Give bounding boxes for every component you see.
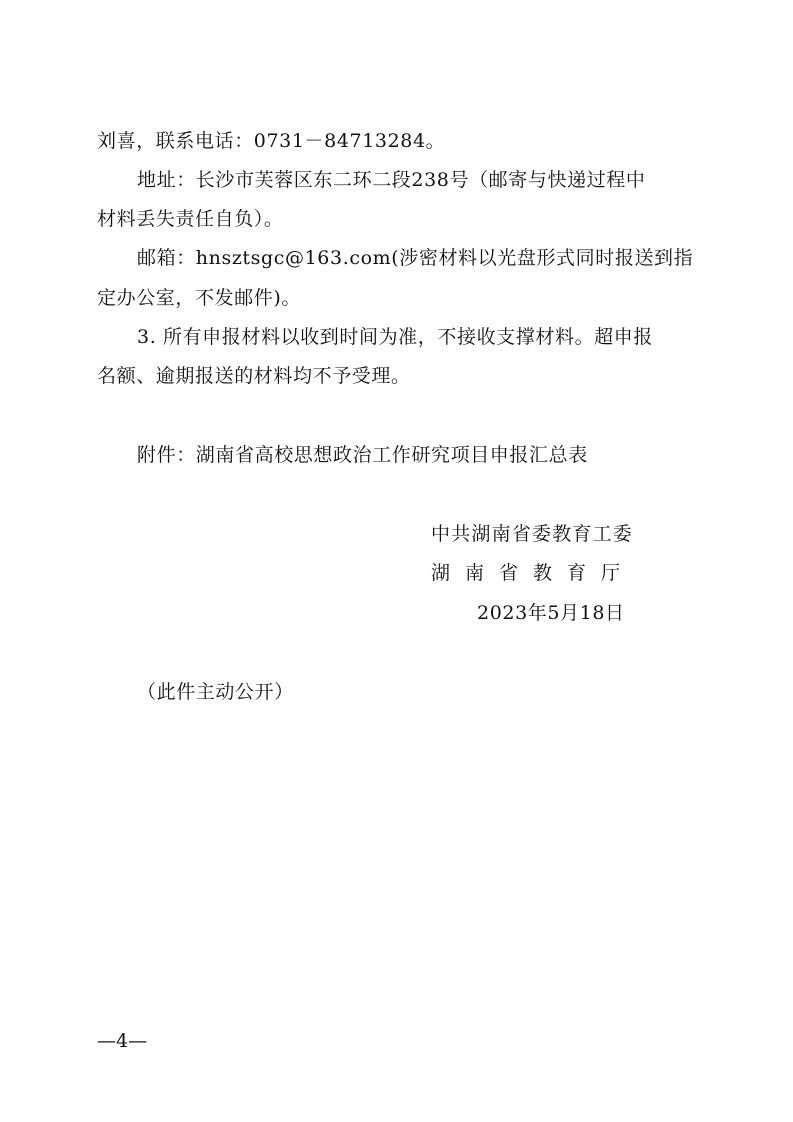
signature-date: 2023年5月18日 (477, 602, 625, 624)
signature-org-2: 湖南省教育厅 (431, 562, 636, 584)
body-line-email: 邮箱：hnsztsgc@163.com(涉密材料以光盘形式同时报送到指 (137, 247, 694, 269)
signature-org-1: 中共湖南省委教育工委 (431, 523, 634, 545)
disclosure-note: （此件主动公开） (137, 681, 294, 703)
body-line-item-3: 3. 所有申报材料以收到时间为准，不接收支撑材料。超申报 (137, 326, 653, 348)
body-line-item-3-cont: 名额、逾期报送的材料均不予受理。 (97, 365, 411, 387)
attachment-line: 附件：湖南省高校思想政治工作研究项目申报汇总表 (137, 444, 588, 466)
body-line-address-cont: 材料丢失责任自负）。 (97, 208, 284, 230)
body-line-address: 地址：长沙市芙蓉区东二环二段238号（邮寄与快递过程中 (137, 169, 646, 191)
body-line-contact: 刘喜，联系电话：0731－84713284。 (97, 130, 446, 152)
body-line-email-cont: 定办公室，不发邮件)。 (97, 287, 302, 309)
page-number: —4— (97, 1030, 148, 1052)
